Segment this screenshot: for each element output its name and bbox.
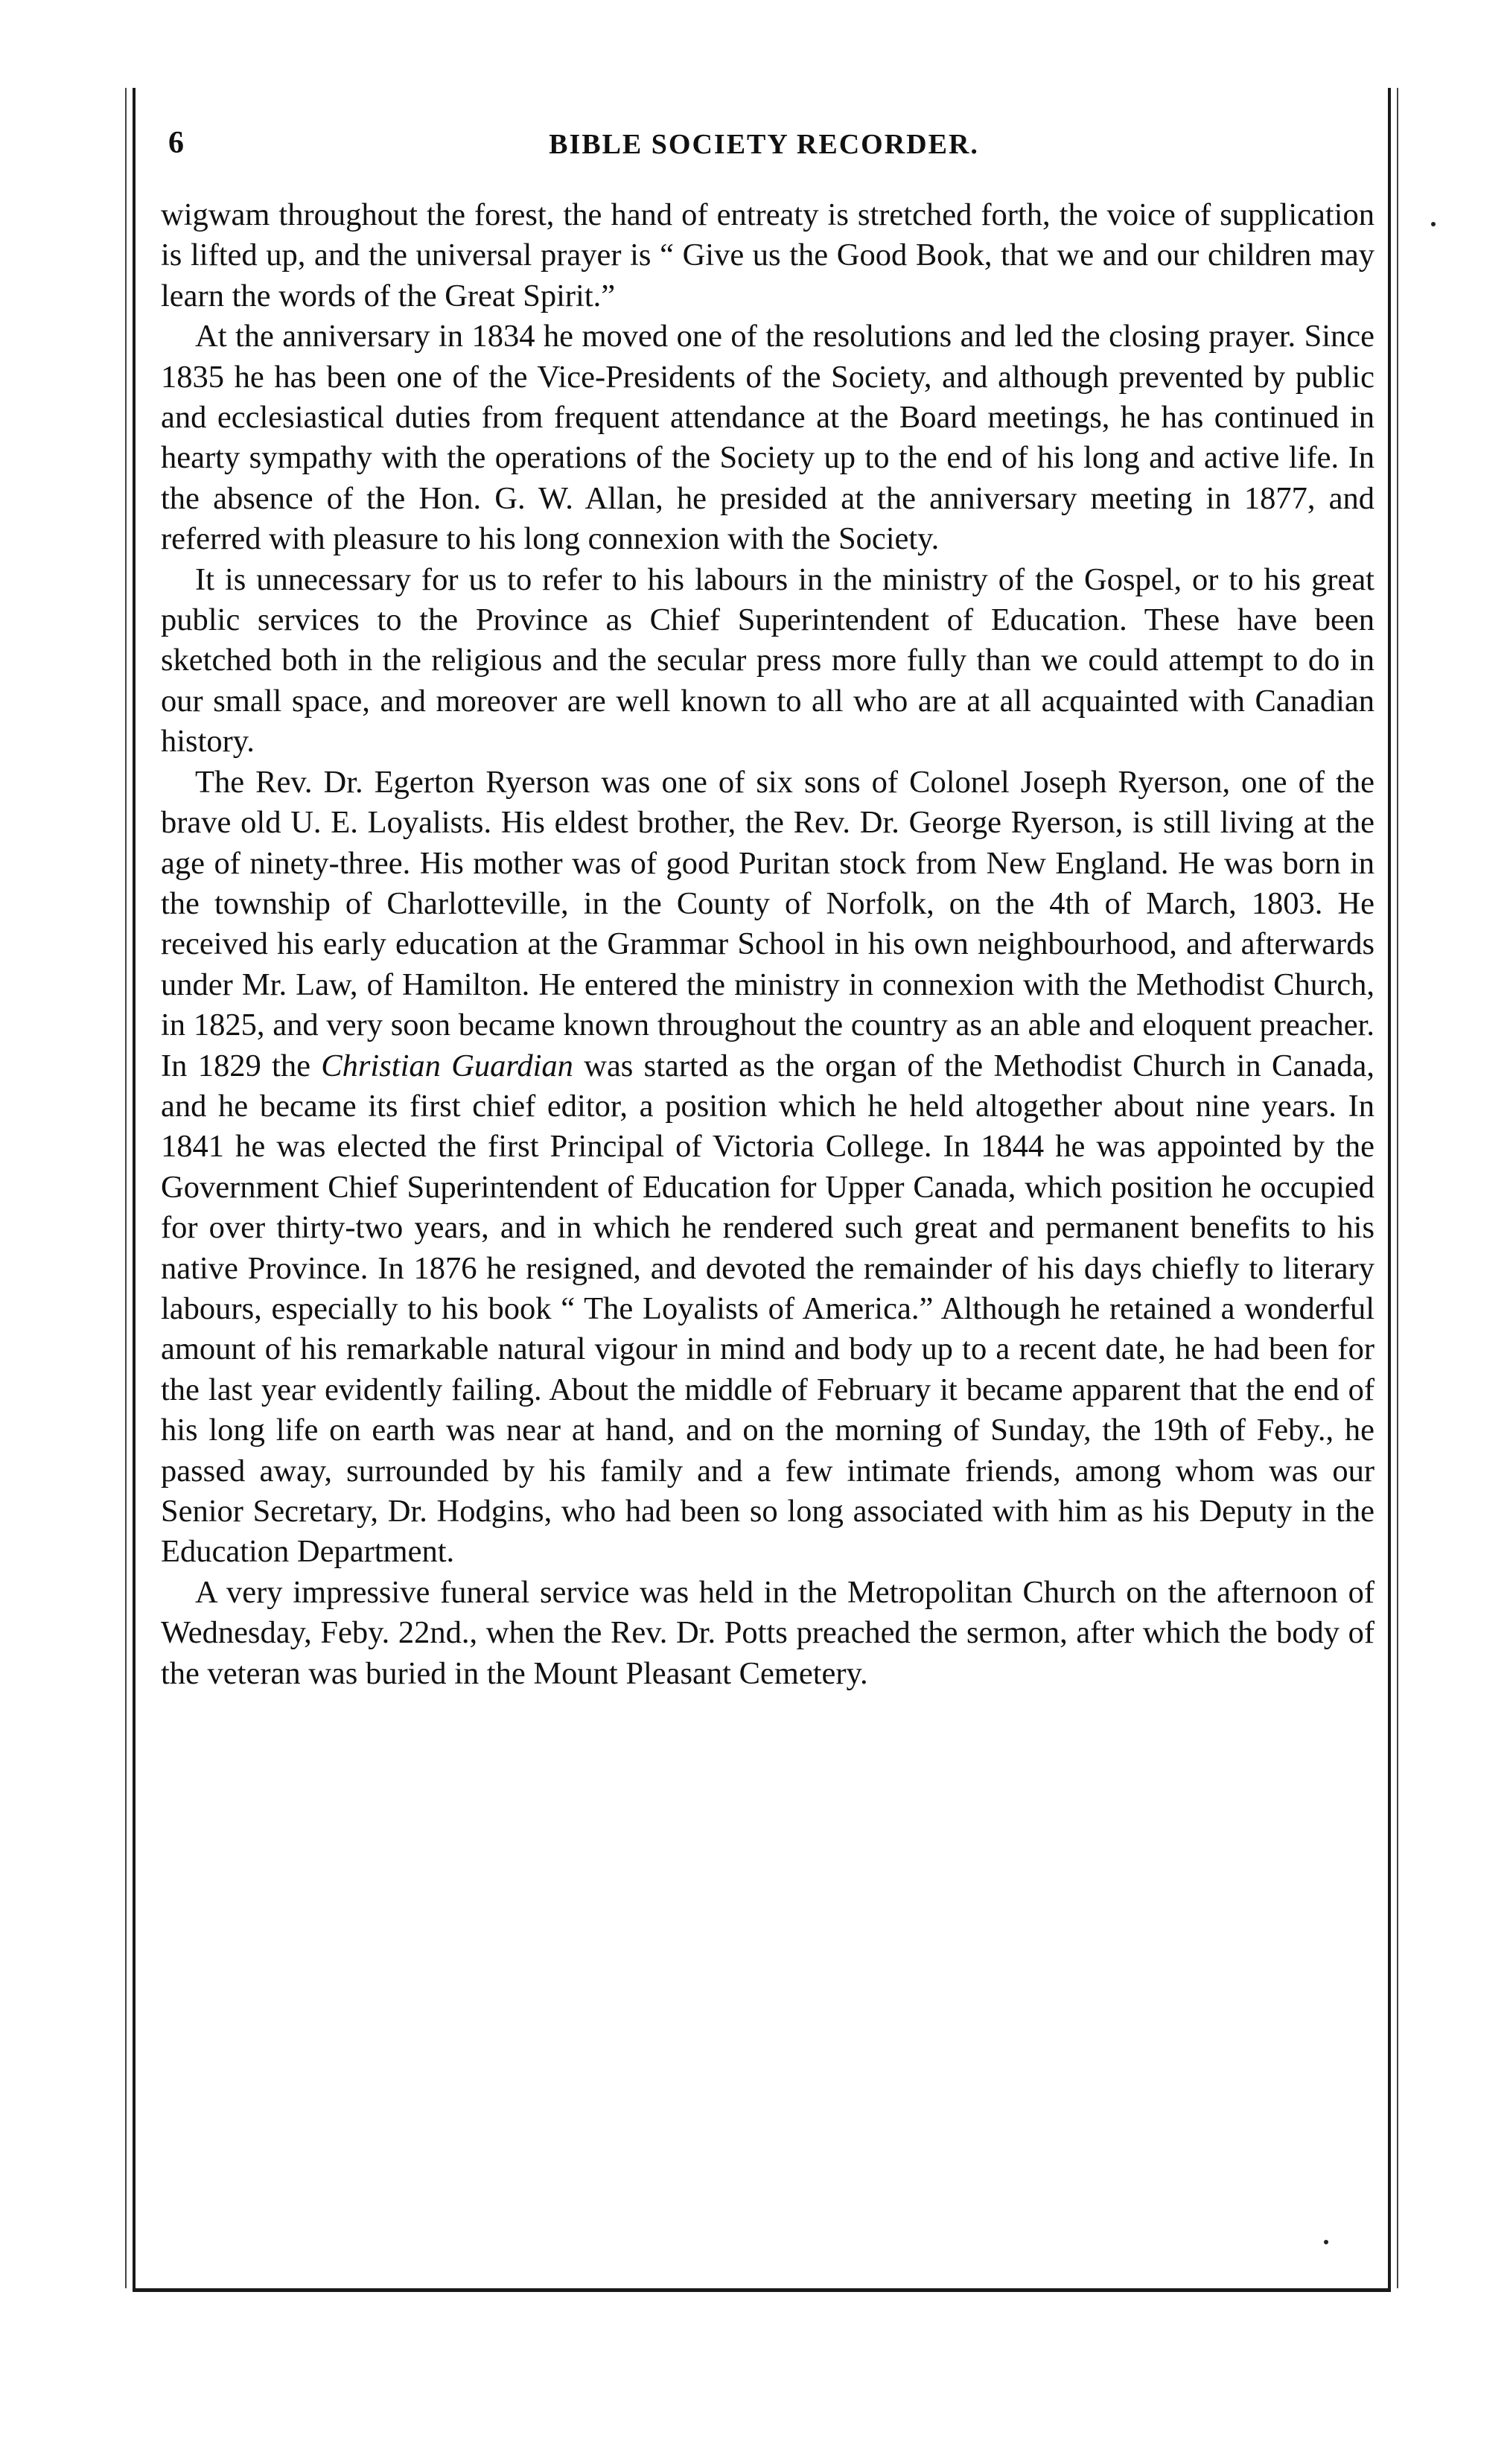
paragraph-4 xyxy=(161,763,1374,1573)
paragraph-5: A very impressive funeral service was held in the Metropolitan Church on the afternoon of Wednesday, Feby. 22nd., when the Rev. Dr. Potts preached the sermon, after which the body of the veteran was buried in the Mount Pleasant Cemetery. xyxy=(161,1574,1374,1691)
paragraph-4-part-1: The Rev. Dr. Egerton Ryerson was one of six sons of Colonel Joseph Ryerson, one of the brave old U. E. Loyalists. His eldest brother, the Rev. Dr. George Ryerson, is still living at the age of ninety-three. His mother was of good Puritan stock from New England. He was born in the township of Charlotteville, in the County of Norfolk, on the 4th of March, 1803. He received his early education at the Grammar School in his own neighbourhood, and afterwards under Mr. Law, of Hamilton. He entered the ministry in connexion with the Methodist Church, in 1825, and very soon became known throughout the country as an able and eloquent preacher. In 1829 the xyxy=(161,764,1374,1083)
page-header xyxy=(146,125,1382,170)
margin-speck xyxy=(1324,2240,1328,2244)
newspaper-title: Christian Guardian xyxy=(321,1048,573,1083)
paragraph-2: At the anniversary in 1834 he moved one of the resolutions and led the closing prayer. Since 1835 he has been one of the Vice-Presidents of the Society, and although prevented by public and ecclesiastical duties from frequent attendance at the Board meetings, he has continued in hearty sympathy with the operations of the Society up to the end of his long and active life. In the absence of the Hon. G. W. Allan, he presided at the anniversary meeting in 1877, and referred with pleasure to his long connexion with the Society. xyxy=(161,319,1374,557)
page-number: 6 xyxy=(168,126,184,160)
margin-speck xyxy=(1431,222,1436,226)
paragraph-1: wigwam throughout the forest, the hand of entreaty is stretched forth, the voice of supplication is lifted up, and the universal prayer is “ Give us the Good Book, that we and our children may learn the words of the Great Spirit.” xyxy=(161,197,1374,313)
paragraph-3: It is unnecessary for us to refer to his labours in the ministry of the Gospel, or to his great public services to the Province as Chief Superintendent of Education. These have been sketched both in the religious and the secular press more fully than we could attempt to do in our small space, and moreover are well known to all who are at all acquainted with Canadian history. xyxy=(161,561,1374,760)
body-text xyxy=(161,195,1374,1694)
paragraph-4-part-2: was started as the organ of the Methodist Church in Canada, and he became its first chief editor, a position which he held altogether about nine years. In 1841 he was elected the first Principal of Victoria College. In 1844 he was appointed by the Government Chief Superintendent of Education for Upper Canada, which position he occupied for over thirty-two years, and in which he rendered such great and permanent benefits to his native Province. In 1876 he resigned, and devoted the remainder of his days chiefly to literary labours, especially to his book “ The Loyalists of America.” Although he retained a wonderful amount of his remarkable natural vigour in mind and body up to a recent date, he had been for the last year evidently failing. About the middle of February it became apparent that the end of his long life on earth was near at hand, and on the morning of Sunday, the 19th of Feby., he passed away, surrounded by his family and a few intimate friends, among whom was our Senior Secretary, Dr. Hodgins, who had been so long associated with him as his Deputy in the Education Department. xyxy=(161,1048,1375,1570)
running-title: BIBLE SOCIETY RECORDER. xyxy=(549,129,979,160)
